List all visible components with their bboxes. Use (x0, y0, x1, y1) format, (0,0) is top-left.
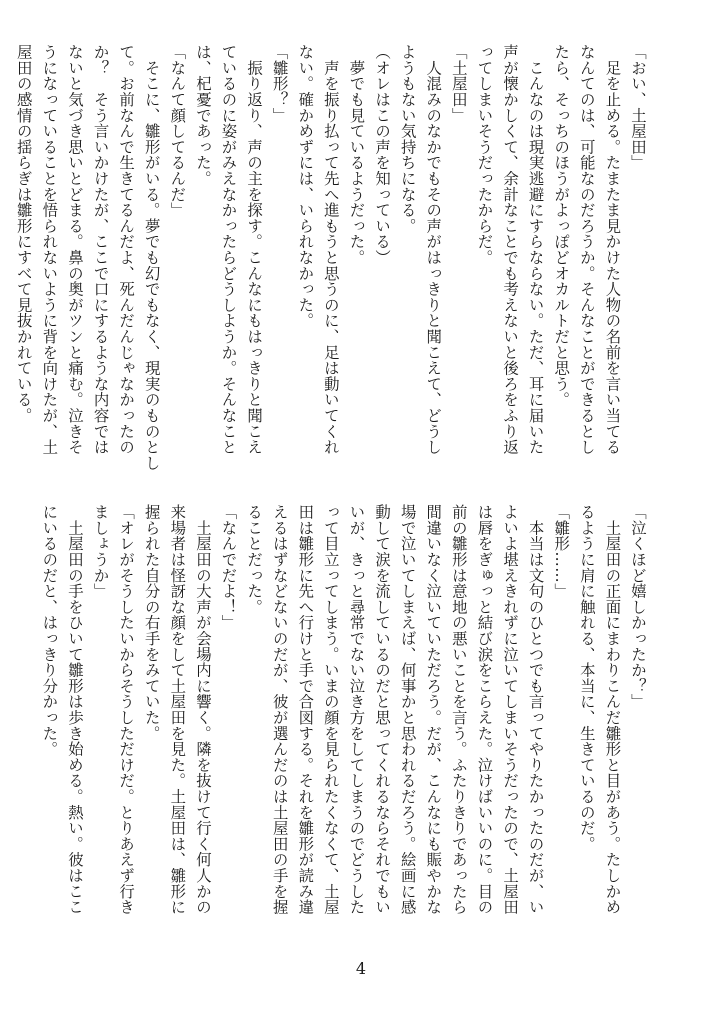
text-line: か？ そう言いかけたが、ここで口にするような内容では (91, 44, 110, 455)
text-line: たら、そっちのほうがよっぽどオカルトだと思う。 (552, 44, 571, 408)
text-line: いが、きっと尋常でない泣き方をしてしまうのでどうした (347, 504, 366, 915)
text-line: ようもない気持ちになる。 (398, 44, 417, 234)
text-line: ってしまいそうだったからだ。 (475, 44, 494, 266)
text-line: 本当は文句のひとつでも言ってやりたかったのだが、い (526, 504, 545, 915)
text-line: て。お前なんで生きてるんだよ、死んだんじゃなかったの (117, 44, 136, 455)
text-line: こんなのは現実逃避にすらならない。ただ、耳に届いた (526, 44, 545, 455)
text-line: るように肩に触れる、本当に、生きているのだ。 (577, 504, 596, 852)
text-line: 夢でも見ているようだった。 (347, 44, 366, 266)
text-line: は、杞憂であった。 (193, 44, 212, 187)
text-line: 声が懐かしくて、余計なことでも考えないと後ろをふり返 (501, 44, 520, 455)
text-line: 来場者は怪訝な顔をして土屋田を見た。土屋田は、雛形に (168, 504, 187, 915)
text-line: 動して涙を流しているのだと思ってくれるならそれでもい (373, 504, 392, 915)
text-line: そこに、雛形がいる。夢でも幻でもなく、現実のものとし (142, 44, 161, 471)
text-line: 土屋田の正面にまわりこんだ雛形と目があう。たしかめ (603, 504, 622, 915)
text-line: 土屋田の大声が会場内に響く。隣を抜けて行く何人かの (193, 504, 212, 915)
text-line: 声を振り払って先へ進もうと思うのに、足は動いてくれ (321, 44, 340, 455)
text-line: は唇をぎゅっと結び涙をこらえた。泣けばいいのに。目の (475, 504, 494, 915)
text-line: 「雛形？」 (270, 44, 289, 123)
bottom-text-block (40, 504, 650, 946)
text-line: 「雛形……」 (552, 504, 571, 599)
text-line: 足を止める。たまたま見かけた人物の名前を言い当てる (603, 44, 622, 455)
page-number: 4 (355, 959, 367, 978)
text-line: うになっていることを悟られないように背を向けたが、土 (40, 44, 59, 455)
text-line: 振り返り、声の主を探す。こんなにもはっきりと聞こえ (245, 44, 264, 455)
text-line: 「土屋田」 (449, 44, 468, 123)
text-line: 土屋田の手をひいて雛形は歩き始める。熱い。彼はここ (65, 504, 84, 915)
text-line: 前の雛形は意地の悪いことを言う。ふたりきりであったら (449, 504, 468, 915)
text-line: 「なんでだよ！」 (219, 504, 238, 631)
text-line: ることだった。 (245, 504, 264, 615)
text-line: ないと気づき思いとどまる。鼻の奥がツンと痛む。泣きそ (65, 44, 84, 455)
text-line: （オレはこの声を知っている） (373, 44, 392, 266)
text-line: 間違いなく泣いていただろう。だが、こんなにも賑やかな (424, 504, 443, 915)
text-line: えるはずなどないのだが、彼が選んだのは土屋田の手を握 (270, 504, 289, 915)
text-line: 田は雛形に先へ行けと手で合図する。それを雛形が読み違 (296, 504, 315, 915)
top-text-block (14, 44, 650, 471)
text-line: って目立ってしまう。いまの顔を見られたくなくて、土屋 (321, 504, 340, 915)
text-line: 「なんて顔してるんだ」 (168, 44, 187, 218)
text-line: 屋田の感情の揺らぎは雛形にすべて見抜かれている。 (14, 44, 33, 424)
text-line: にいるのだと、はっきり分かった。 (40, 504, 59, 757)
text-line: ているのに姿がみえなかったらどうしようか。そんなこと (219, 44, 238, 455)
text-line: 「おい、土屋田」 (629, 44, 647, 171)
text-line: ましょうか」 (91, 504, 110, 599)
text-line: ない。確かめずには、いられなかった。 (296, 44, 315, 329)
text-line: よいよ堪えきれずに泣いてしまいそうだったので、土屋田 (501, 504, 520, 915)
text-line: 人混みのなかでもその声がはっきりと聞こえて、どうし (424, 44, 443, 455)
text-line: 「泣くほど嬉しかったか？」 (629, 504, 647, 710)
text-line: 場で泣いてしまえば、何事かと思われるだろう。絵画に感 (398, 504, 417, 915)
text-line: 「オレがそうしたいからそうしただけだ。とりあえず行き (117, 504, 136, 915)
text-line: 握られた自分の右手をみていた。 (142, 504, 161, 741)
text-line: なんてのは、可能なのだろうか。そんなことができるとし (577, 44, 596, 455)
